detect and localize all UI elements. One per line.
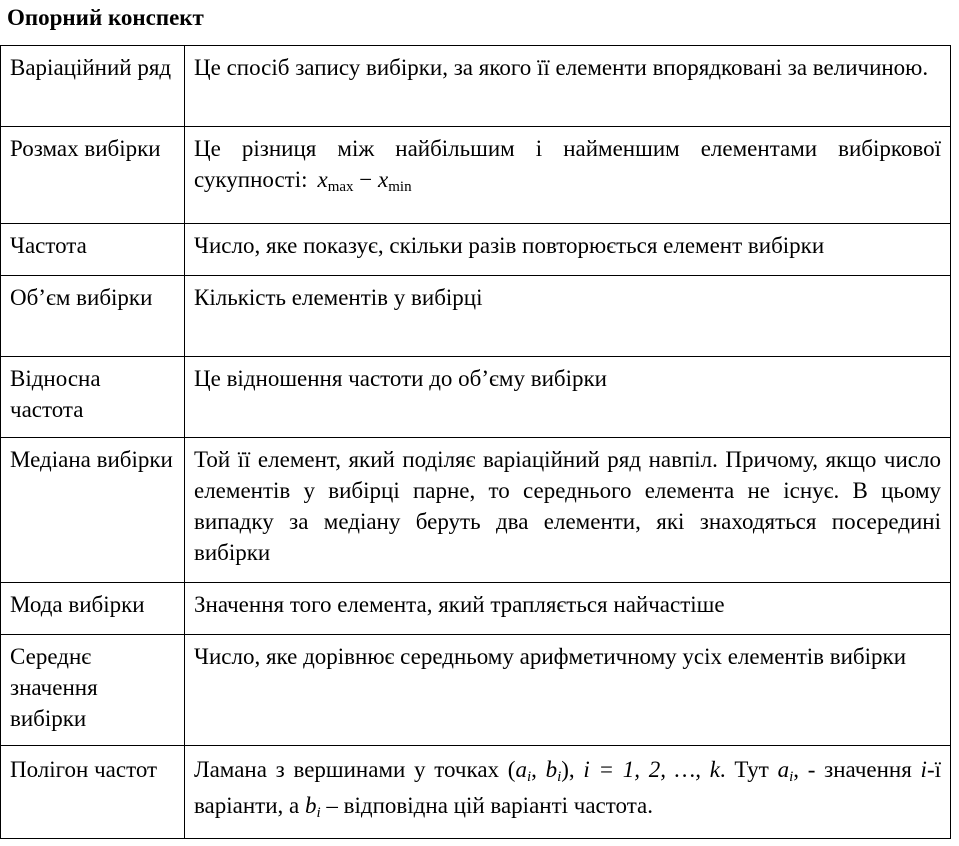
table-row	[1, 583, 951, 635]
table-row	[1, 357, 951, 438]
var-a: $a_i$	[515, 757, 532, 785]
var-b: $b_i$	[305, 793, 321, 821]
page-title: Опорний конспект	[7, 5, 204, 30]
table-row	[1, 276, 951, 357]
definition-cell: Той її елемент, який поділяє варіаційний ряд навпіл. Причому, якщо число елементів у вибірці парне, то середнього елемента не існує. В цьому випадку за медіану беруть два елементи, які знаходяться посередині вибірки	[185, 438, 951, 583]
polygon-text: . Тут	[719, 757, 778, 782]
formula-sub: max	[327, 179, 354, 195]
var-b: $b_i$	[545, 757, 562, 785]
term-cell: Варіаційний ряд	[1, 46, 185, 127]
definition-cell: Кількість елементів у вибірці	[185, 276, 951, 357]
term-cell: Медіана вибірки	[1, 438, 185, 583]
definition-cell: Число, яке дорівнює середньому арифметичному усіх елементів вибірки	[185, 635, 951, 746]
table-row	[1, 438, 951, 583]
polygon-text: ,	[531, 757, 546, 782]
definition-cell: Це спосіб запису вибірки, за якого її елементи впорядковані за величиною.	[185, 46, 951, 127]
index-range: i = 1, 2, …, k	[583, 757, 720, 782]
table-row	[1, 224, 951, 276]
var-i: i	[920, 757, 927, 782]
table-row	[1, 127, 951, 224]
definition-cell: Число, яке показує, скільки разів повторюється елемент вибірки	[185, 224, 951, 276]
polygon-text: ),	[561, 757, 584, 782]
term-cell: Полігон частот	[1, 746, 185, 839]
term-cell: Середнє значення вибірки	[1, 635, 185, 746]
range-formula	[317, 167, 412, 195]
table-row	[1, 46, 951, 127]
definition-text: Це різниця між найбільшим і найменшим елементами вибіркової сукупності:	[194, 136, 941, 192]
formula-operator: −	[359, 167, 373, 192]
formula-sub: min	[388, 179, 412, 195]
term-cell: Розмах вибірки	[1, 127, 185, 224]
term-cell: Частота	[1, 224, 185, 276]
table-row	[1, 746, 951, 839]
var-a: $a_i$	[777, 757, 794, 785]
polygon-text: Ламана з вершинами у точках (	[194, 757, 516, 782]
definition-cell: Значення того елемента, який трапляється найчастіше	[185, 583, 951, 635]
summary-table	[0, 45, 951, 839]
formula-var: x	[317, 167, 328, 192]
definition-cell	[185, 746, 951, 839]
term-cell: Об’єм вибірки	[1, 276, 185, 357]
definition-cell: Це відношення частоти до об’єму вибірки	[185, 357, 951, 438]
formula-var: x	[378, 167, 389, 192]
polygon-text: , - значення	[793, 757, 921, 782]
table-row	[1, 635, 951, 746]
term-cell: Відносна частота	[1, 357, 185, 438]
definition-cell	[185, 127, 951, 224]
polygon-text: – відповідна цій варіанті частота.	[320, 793, 653, 818]
term-cell: Мода вибірки	[1, 583, 185, 635]
polygon-text: -ї варіанти, а	[194, 757, 941, 818]
